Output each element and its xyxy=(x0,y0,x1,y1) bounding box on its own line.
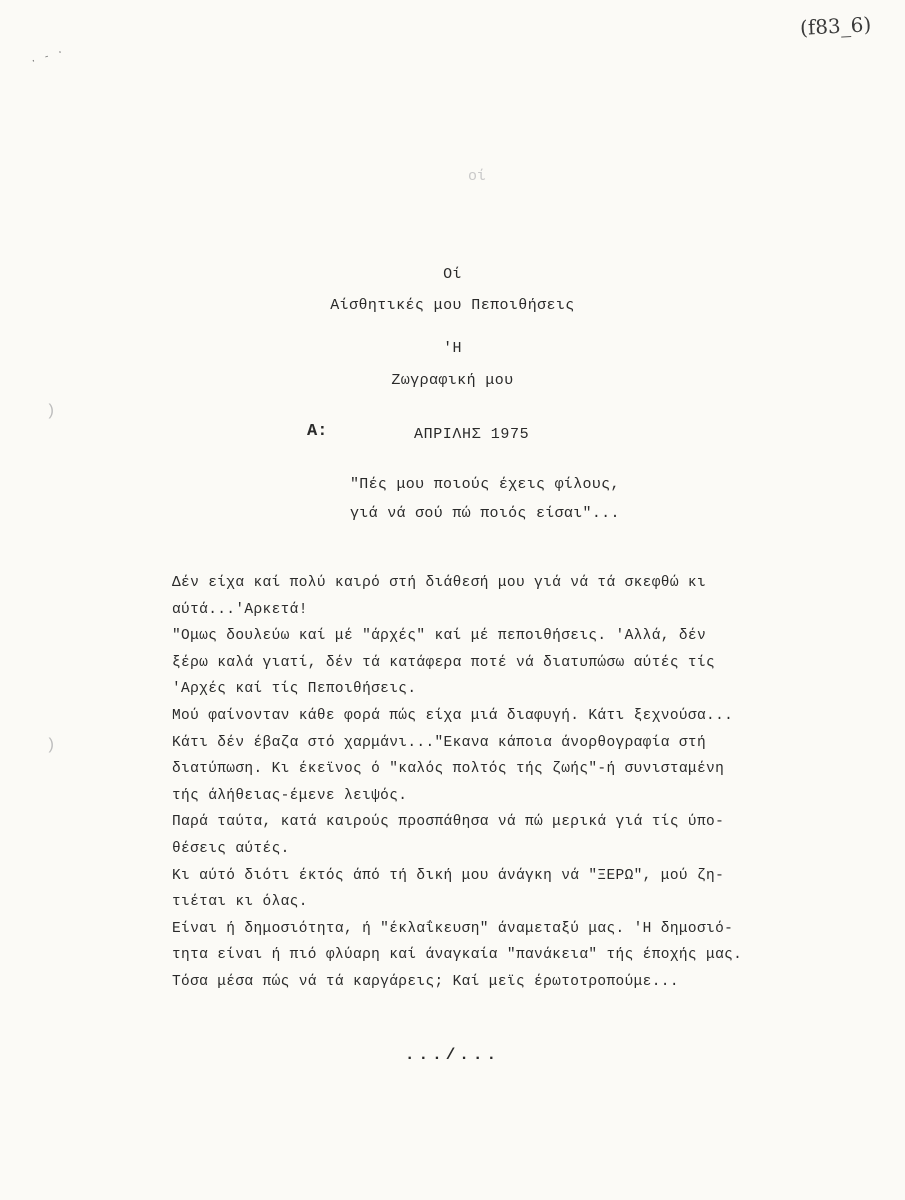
body-line: θέσεις αύτές. xyxy=(172,840,290,857)
title-line-3: 'Η xyxy=(443,340,462,357)
margin-punch-mark-top: ) xyxy=(46,402,56,420)
title-line-2: Αίσθητικές μου Πεποιθήσεις xyxy=(330,297,575,314)
body-line: αύτά...'Αρκετά! xyxy=(172,601,308,618)
body-line: Δέν είχα καί πολύ καιρό στή διάθεσή μου γιά νά τά σκεφθώ κι xyxy=(172,575,707,591)
epigraph-line: γιά νά σού πώ ποιός είσαι"... xyxy=(350,505,620,522)
body-line: 'Αρχές καί τίς Πεποιθήσεις. xyxy=(172,681,417,698)
body-text xyxy=(172,570,792,996)
body-line: ξέρω καλά γιατί, δέν τά κατάφερα ποτέ νά διατυπώσω αύτές τίς xyxy=(172,654,716,671)
body-line: "Ομως δουλεύω καί μέ "άρχές" καί μέ πεποιθήσεις. 'Αλλά, δέν xyxy=(172,628,707,645)
body-line: τής άλήθειας-έμενε λειψός. xyxy=(172,787,408,804)
body-line: Μού φαίνονταν κάθε φορά πώς είχα μιά διαφυγή. Κάτι ξεχνούσα... xyxy=(172,707,734,724)
body-line: Κι αύτό διότι έκτός άπό τή δική μου άνάγκη νά "ΞΕΡΩ", μού ζη- xyxy=(172,867,725,884)
archive-code: (f83_6) xyxy=(799,12,872,40)
body-line: τιέται κι όλας. xyxy=(172,894,308,911)
title-line-4: Ζωγραφική μου xyxy=(391,372,514,389)
title-line-1: Οί xyxy=(443,266,462,283)
body-line: Παρά ταύτα, κατά καιρούς προσπάθησα νά πώ μερικά γιά τίς ύπο- xyxy=(172,814,725,831)
epigraph xyxy=(350,470,620,528)
corner-ink-specks: · - · xyxy=(29,46,66,69)
faint-bleed-through-mark: οί xyxy=(468,168,487,185)
body-line: Είναι ή δημοσιότητα, ή "έκλαΐκευση" άναμεταξύ μας. 'Η δημοσιό- xyxy=(172,920,734,937)
continuation-marker: .../... xyxy=(404,1046,501,1064)
body-line: τητα είναι ή πιό φλύαρη καί άναγκαία "πανάκεια" τής έποχής μας. xyxy=(172,947,743,964)
margin-punch-mark-bottom: ) xyxy=(46,736,56,754)
body-line: Τόσα μέσα πώς νά τά καργάρεις; Καί μεϊς έρωτοτροπούμε... xyxy=(172,973,679,990)
epigraph-line: "Πές μου ποιούς έχεις φίλους, xyxy=(350,476,620,493)
part-label: Α: xyxy=(307,422,328,441)
date-line: ΑΠΡΙΛΗΣ 1975 xyxy=(414,426,530,443)
body-line: Κάτι δέν έβαζα στό χαρμάνι..."Εκανα κάποια άνορθογραφία στή xyxy=(172,734,707,751)
body-line: διατύπωση. Κι έκεϊνος ό "καλός πολτός τής ζωής"-ή συνισταμένη xyxy=(172,761,725,778)
